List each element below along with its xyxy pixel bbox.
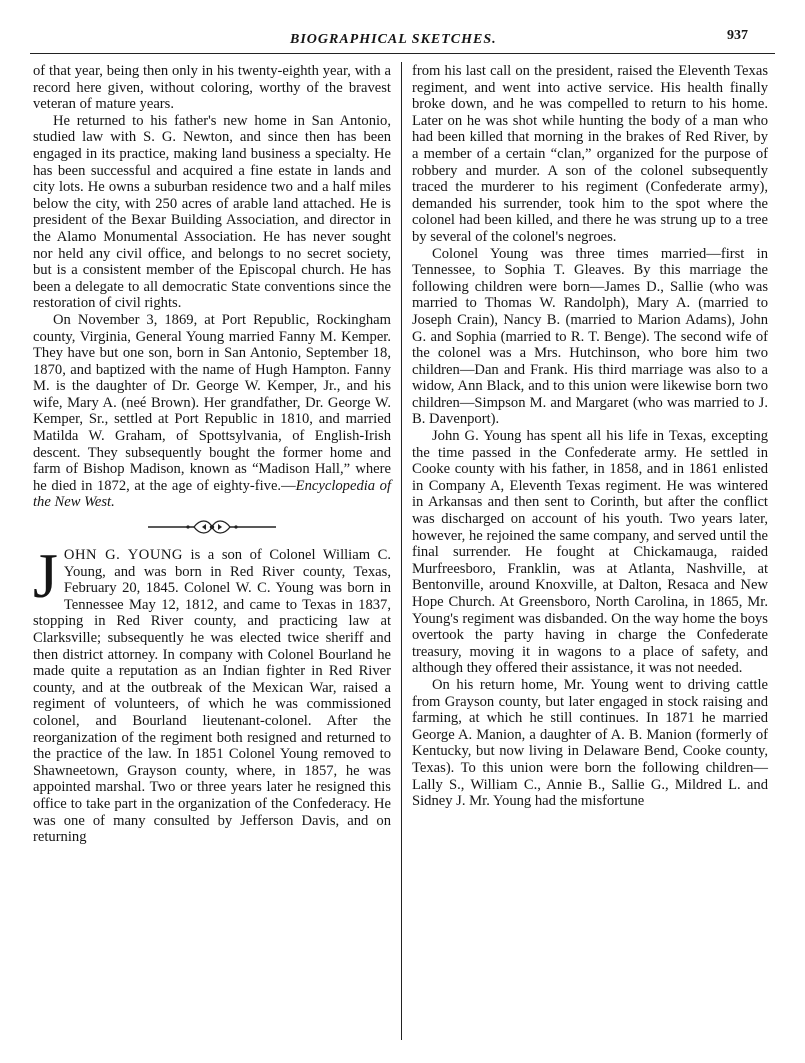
left-paragraph-4 xyxy=(33,540,391,846)
column-divider xyxy=(401,62,402,1040)
left-paragraph-2: He returned to his father's new home in San Antonio, studied law with S. G. Newton, and since then has been engaged in its practice, making land business a specialty. He has been successful and acquired a fine estate in lands and city lots. He owns a suburban residence two and a half miles below the city, with 250 acres of arable land attached. He is president of the Bexar Building Association, and director in the Alamo Monumental Association. He has never sought nor held any civil office, and belongs to no secret society, but is a consistent member of the Episcopal church. He has been a delegate to all democratic State conventions since the restoration of civil rights. xyxy=(33,112,391,312)
right-paragraph-4: On his return home, Mr. Young went to driving cattle from Grayson county, but later engaged in stock raising and farming, at which he still continues. In 1871 he married George A. Manion, a daughter of A. B. Manion (formerly of Kentucky, but now living in Delaware Bend, Cooke county, Texas). To this union were born the following children—Lally S., William C., Annie B., Sallie G., Mildred L. and Sidney J. Mr. Young had the misfortune xyxy=(412,676,768,810)
right-paragraph-3: John G. Young has spent all his life in Texas, excepting the time passed in the Confederate army. He settled in Cooke county with his father, in 1858, and in 1861 enlisted in Company A, Eleventh Texas regiment. He was wintered in Arkansas and then sent to Corinth, but after the conflict was discharged on account of his youth. Two years later, however, he rejoined the same company, and served until the final surrender. He fought at Chickamauga, raided Murfreesboro, Franklin, was at Atlanta, Nashville, at Bentonville, around Knoxville, at Dalton, Resaca and New Hope Church. At Greensboro, North Carolina, in 1865, Mr. Young's regiment was disbanded. On the way home the boys overtook the party having in charge the Confederate treasury, moving it in wagons to a place of safety, and although they offered their assistance, it was not needed. xyxy=(412,428,768,677)
page-number: 937 xyxy=(727,28,748,43)
left-paragraph-3 xyxy=(33,312,391,511)
paragraph-4-text: is a son of Colonel William C. Young, and was born in Red River county, Texas, February 20, 1845. Colonel W. C. Young was born in Tennessee May 12, 1812, and came to Texas in 1837, stopping in Red River county, and practicing law at Clarksville; subsequently he was elected twice sheriff and then district attorney. In company with Colonel Bourland he made quite a reputation as an Indian fighter in Red River county, and at the outbreak of the Mexican War, raised a regiment of volunteers, of which he was commissioned colonel, and Bourland lieutenant-colonel. After the reorganization of the regiment both resigned and returned to the practice of the law. In 1851 Colonel Young removed to Shawneetown, Grayson county, where, in 1857, he was appointed marshal. Two or three years later he resigned this office to take part in the organization of the Confederacy. He was one of many consulted by Jefferson Davis, and on returning xyxy=(33,547,391,846)
left-paragraph-1: of that year, being then only in his twenty-eighth year, with a record here given, without coloring, worthy of the bravest veteran of mature years. xyxy=(33,63,391,113)
source-citation: Encyclopedia of the New West. xyxy=(33,477,392,511)
right-paragraph-1: from his last call on the president, raised the Eleventh Texas regiment, and went into active service. His health finally broke down, and he was compelled to return to his home. Later on he was shot while hunting the body of a man who had been killed that morning in the brakes of Red River, by a member of a certain “clan,” organized for the purpose of robbery and murder. A son of the colonel subsequently traced the murderer to his regiment (Confederate army), demanded his surrender, took him to the spot where the colonel had been killed, and there he was strung up to a tree by several of the colonel's negroes. xyxy=(412,63,768,245)
right-column xyxy=(412,63,768,810)
drop-cap-letter: J xyxy=(33,540,58,612)
section-ornament xyxy=(33,517,391,537)
subject-name: OHN G. YOUNG xyxy=(63,547,183,564)
header-rule xyxy=(30,53,775,54)
ornament-icon xyxy=(142,517,282,537)
paragraph-3-text: On November 3, 1869, at Port Republic, Rockingham county, Virginia, General Young married Fanny M. Kemper. They have but one son, born in San Antonio, September 18, 1870, and baptized with the name of Hugh Hampton. Fanny M. is the daughter of Dr. George W. Kemper, Jr., and his wife, Mary A. (neé Brown). Her grandfather, Dr. George W. Kemper, Sr., settled at Port Republic in 1810, and married Matilda W. Graham, of Spottsylvania, of English-Irish descent. They subsequently bought the former home and farm of Bishop Madison, known as “Madison Hall,” where he died in 1872, at the age of eighty-five.— xyxy=(33,311,391,494)
right-paragraph-2: Colonel Young was three times married—first in Tennessee, to Sophia T. Gleaves. By this marriage the following children were born—James D., Sallie (who was married to Thomas W. Randolph), Mary A. (married to Joseph Crain), Nancy B. (married to Marion Adams), John G. and Sophia (married to R. T. Benge). The second wife of the colonel was a Mrs. Hutchinson, who bore him two children—Dan and Frank. His third marriage was also to a widow, Ann Black, and to this union were likewise born two children—Simpson M. and Margaret (who was married to J. B. Davenport). xyxy=(412,245,768,428)
left-column xyxy=(33,63,391,846)
running-head: BIOGRAPHICAL SKETCHES. xyxy=(290,32,497,47)
